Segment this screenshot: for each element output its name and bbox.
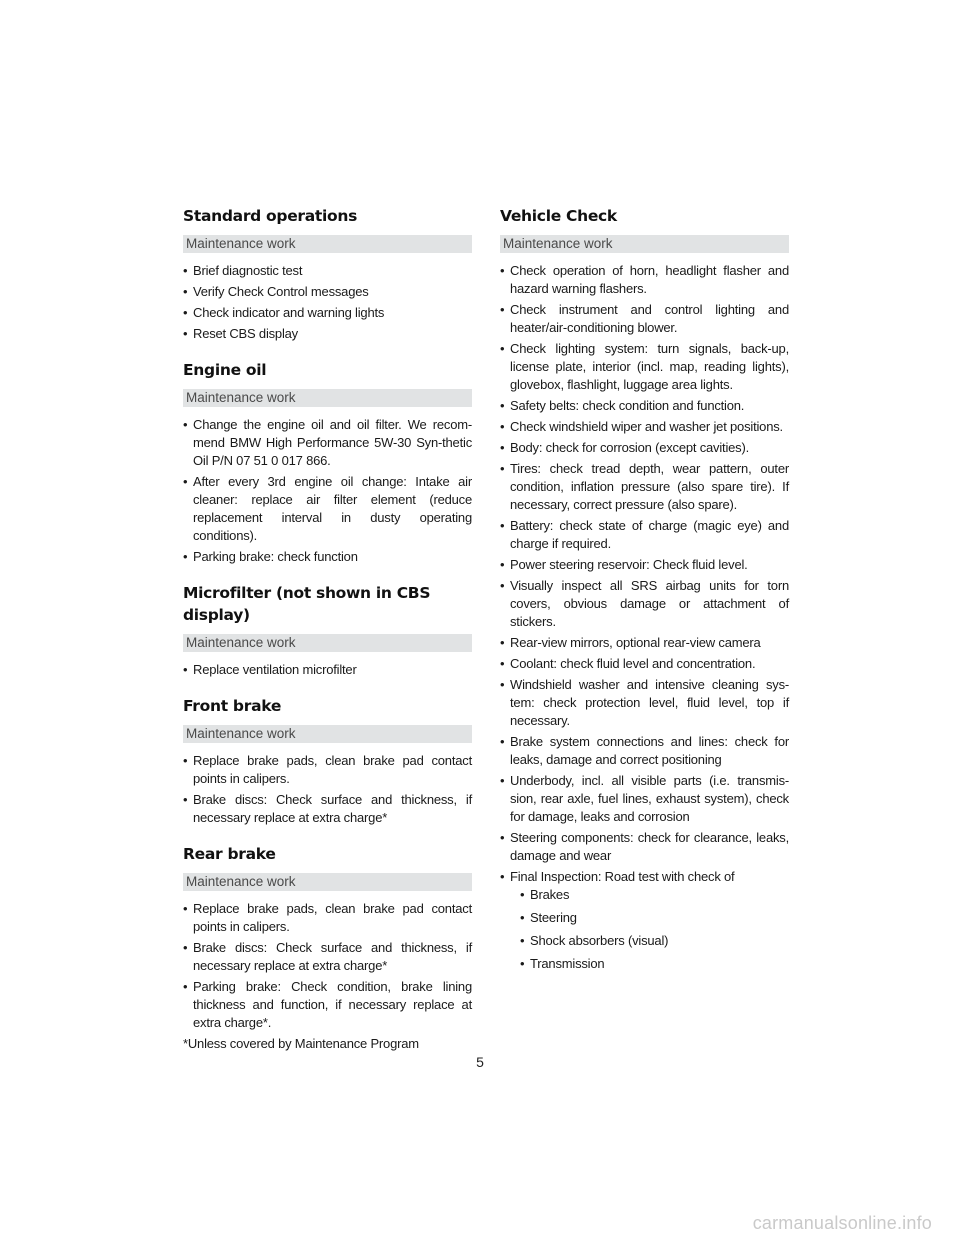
list-front-brake bbox=[183, 752, 472, 827]
list-item: • Replace brake pads, clean brake pad contact points in calipers. bbox=[183, 901, 472, 934]
list-item: • Body: check for corrosion (except cavities). bbox=[500, 440, 750, 455]
list-item: • Windshield washer and intensive cleaning sys-tem: check protection level, fluid level, top if necessary. bbox=[500, 677, 789, 728]
list-item: • Brake system connections and lines: check for leaks, damage and correct positioning bbox=[500, 734, 789, 767]
list-item: • Check windshield wiper and washer jet positions. bbox=[500, 419, 783, 434]
right-column bbox=[500, 205, 789, 989]
maintenance-work-band: Maintenance work bbox=[500, 235, 789, 253]
list-item: • Verify Check Control messages bbox=[183, 284, 369, 299]
sublist-final-inspection bbox=[510, 886, 789, 973]
list-standard-operations bbox=[183, 262, 472, 343]
list-item: • Replace ventilation microfilter bbox=[183, 662, 357, 677]
list-item: • After every 3rd engine oil change: Intake air cleaner: replace air filter element (reduce replacement interval in dusty operating conditions). bbox=[183, 474, 472, 543]
maintenance-work-band: Maintenance work bbox=[183, 634, 472, 652]
list-engine-oil bbox=[183, 416, 472, 566]
heading-standard-operations: Standard operations bbox=[183, 207, 358, 225]
sub-list-item: • Brakes bbox=[520, 887, 570, 902]
list-item: • Power steering reservoir: Check fluid level. bbox=[500, 557, 748, 572]
list-item: • Coolant: check fluid level and concentration. bbox=[500, 656, 756, 671]
list-item: • Safety belts: check condition and function. bbox=[500, 398, 745, 413]
section-microfilter bbox=[183, 582, 472, 679]
list-item: • Tires: check tread depth, wear pattern, outer condition, inflation pressure (also spare tire). If necessary, correct pressure (also spare). bbox=[500, 461, 789, 512]
list-rear-brake bbox=[183, 900, 472, 1032]
maintenance-work-band: Maintenance work bbox=[183, 389, 472, 407]
sub-list-item: • Transmission bbox=[520, 956, 605, 971]
section-standard-operations bbox=[183, 205, 472, 343]
list-item: • Visually inspect all SRS airbag units for torn covers, obvious damage or attachment of stickers. bbox=[500, 578, 789, 629]
list-item: • Steering components: check for clearance, leaks, damage and wear bbox=[500, 830, 789, 863]
list-item: • Parking brake: Check condition, brake lining thickness and function, if necessary replace at extra charge*. bbox=[183, 979, 472, 1030]
sub-list-item: • Shock absorbers (visual) bbox=[520, 933, 669, 948]
section-front-brake bbox=[183, 695, 472, 827]
heading-vehicle-check: Vehicle Check bbox=[500, 207, 617, 225]
section-engine-oil bbox=[183, 359, 472, 566]
list-item: • Change the engine oil and oil filter. We recom-mend BMW High Performance 5W-30 Syn-thetic Oil P/N 07 51 0 017 866. bbox=[183, 417, 472, 468]
list-item: • Replace brake pads, clean brake pad contact points in calipers. bbox=[183, 753, 472, 786]
list-item: • Check operation of horn, headlight flasher and hazard warning flashers. bbox=[500, 263, 789, 296]
sub-list-item: • Steering bbox=[520, 910, 577, 925]
left-column bbox=[183, 205, 472, 1069]
footnote: *Unless covered by Maintenance Program bbox=[183, 1036, 419, 1051]
maintenance-work-band: Maintenance work bbox=[183, 235, 472, 253]
list-item: • Check instrument and control lighting and heater/air-conditioning blower. bbox=[500, 302, 789, 335]
list-item: • Battery: check state of charge (magic eye) and charge if required. bbox=[500, 518, 789, 551]
list-item: • Check indicator and warning lights bbox=[183, 305, 385, 320]
page-number: 5 bbox=[476, 1054, 484, 1070]
watermark: carmanualsonline.info bbox=[752, 1213, 932, 1233]
maintenance-work-band: Maintenance work bbox=[183, 725, 472, 743]
heading-engine-oil: Engine oil bbox=[183, 361, 267, 379]
list-item: • Rear-view mirrors, optional rear-view camera bbox=[500, 635, 761, 650]
list-item: • Reset CBS display bbox=[183, 326, 298, 341]
list-item: • Check lighting system: turn signals, back-up, license plate, interior (incl. map, reading lights), glovebox, flashlight, luggage area lights. bbox=[500, 341, 789, 392]
heading-microfilter: Microfilter (not shown in CBS display) bbox=[183, 584, 431, 624]
list-item: • Brief diagnostic test bbox=[183, 263, 303, 278]
list-item: • Brake discs: Check surface and thickness, if necessary replace at extra charge* bbox=[183, 940, 472, 973]
list-item: • Parking brake: check function bbox=[183, 549, 358, 564]
list-vehicle-check bbox=[500, 262, 789, 973]
heading-front-brake: Front brake bbox=[183, 697, 282, 715]
maintenance-work-band: Maintenance work bbox=[183, 873, 472, 891]
section-vehicle-check bbox=[500, 205, 789, 973]
heading-rear-brake: Rear brake bbox=[183, 845, 276, 863]
section-rear-brake bbox=[183, 843, 472, 1053]
list-item: • Underbody, incl. all visible parts (i.e. transmis-sion, rear axle, fuel lines, exhaust system), check for damage, leaks and corrosion bbox=[500, 773, 789, 824]
list-item: • Final Inspection: Road test with check of • Brakes • Steering • Shock absorbers (visual) • Transmission bbox=[500, 868, 789, 973]
list-item: • Brake discs: Check surface and thickness, if necessary replace at extra charge* bbox=[183, 792, 472, 825]
list-microfilter bbox=[183, 661, 472, 679]
